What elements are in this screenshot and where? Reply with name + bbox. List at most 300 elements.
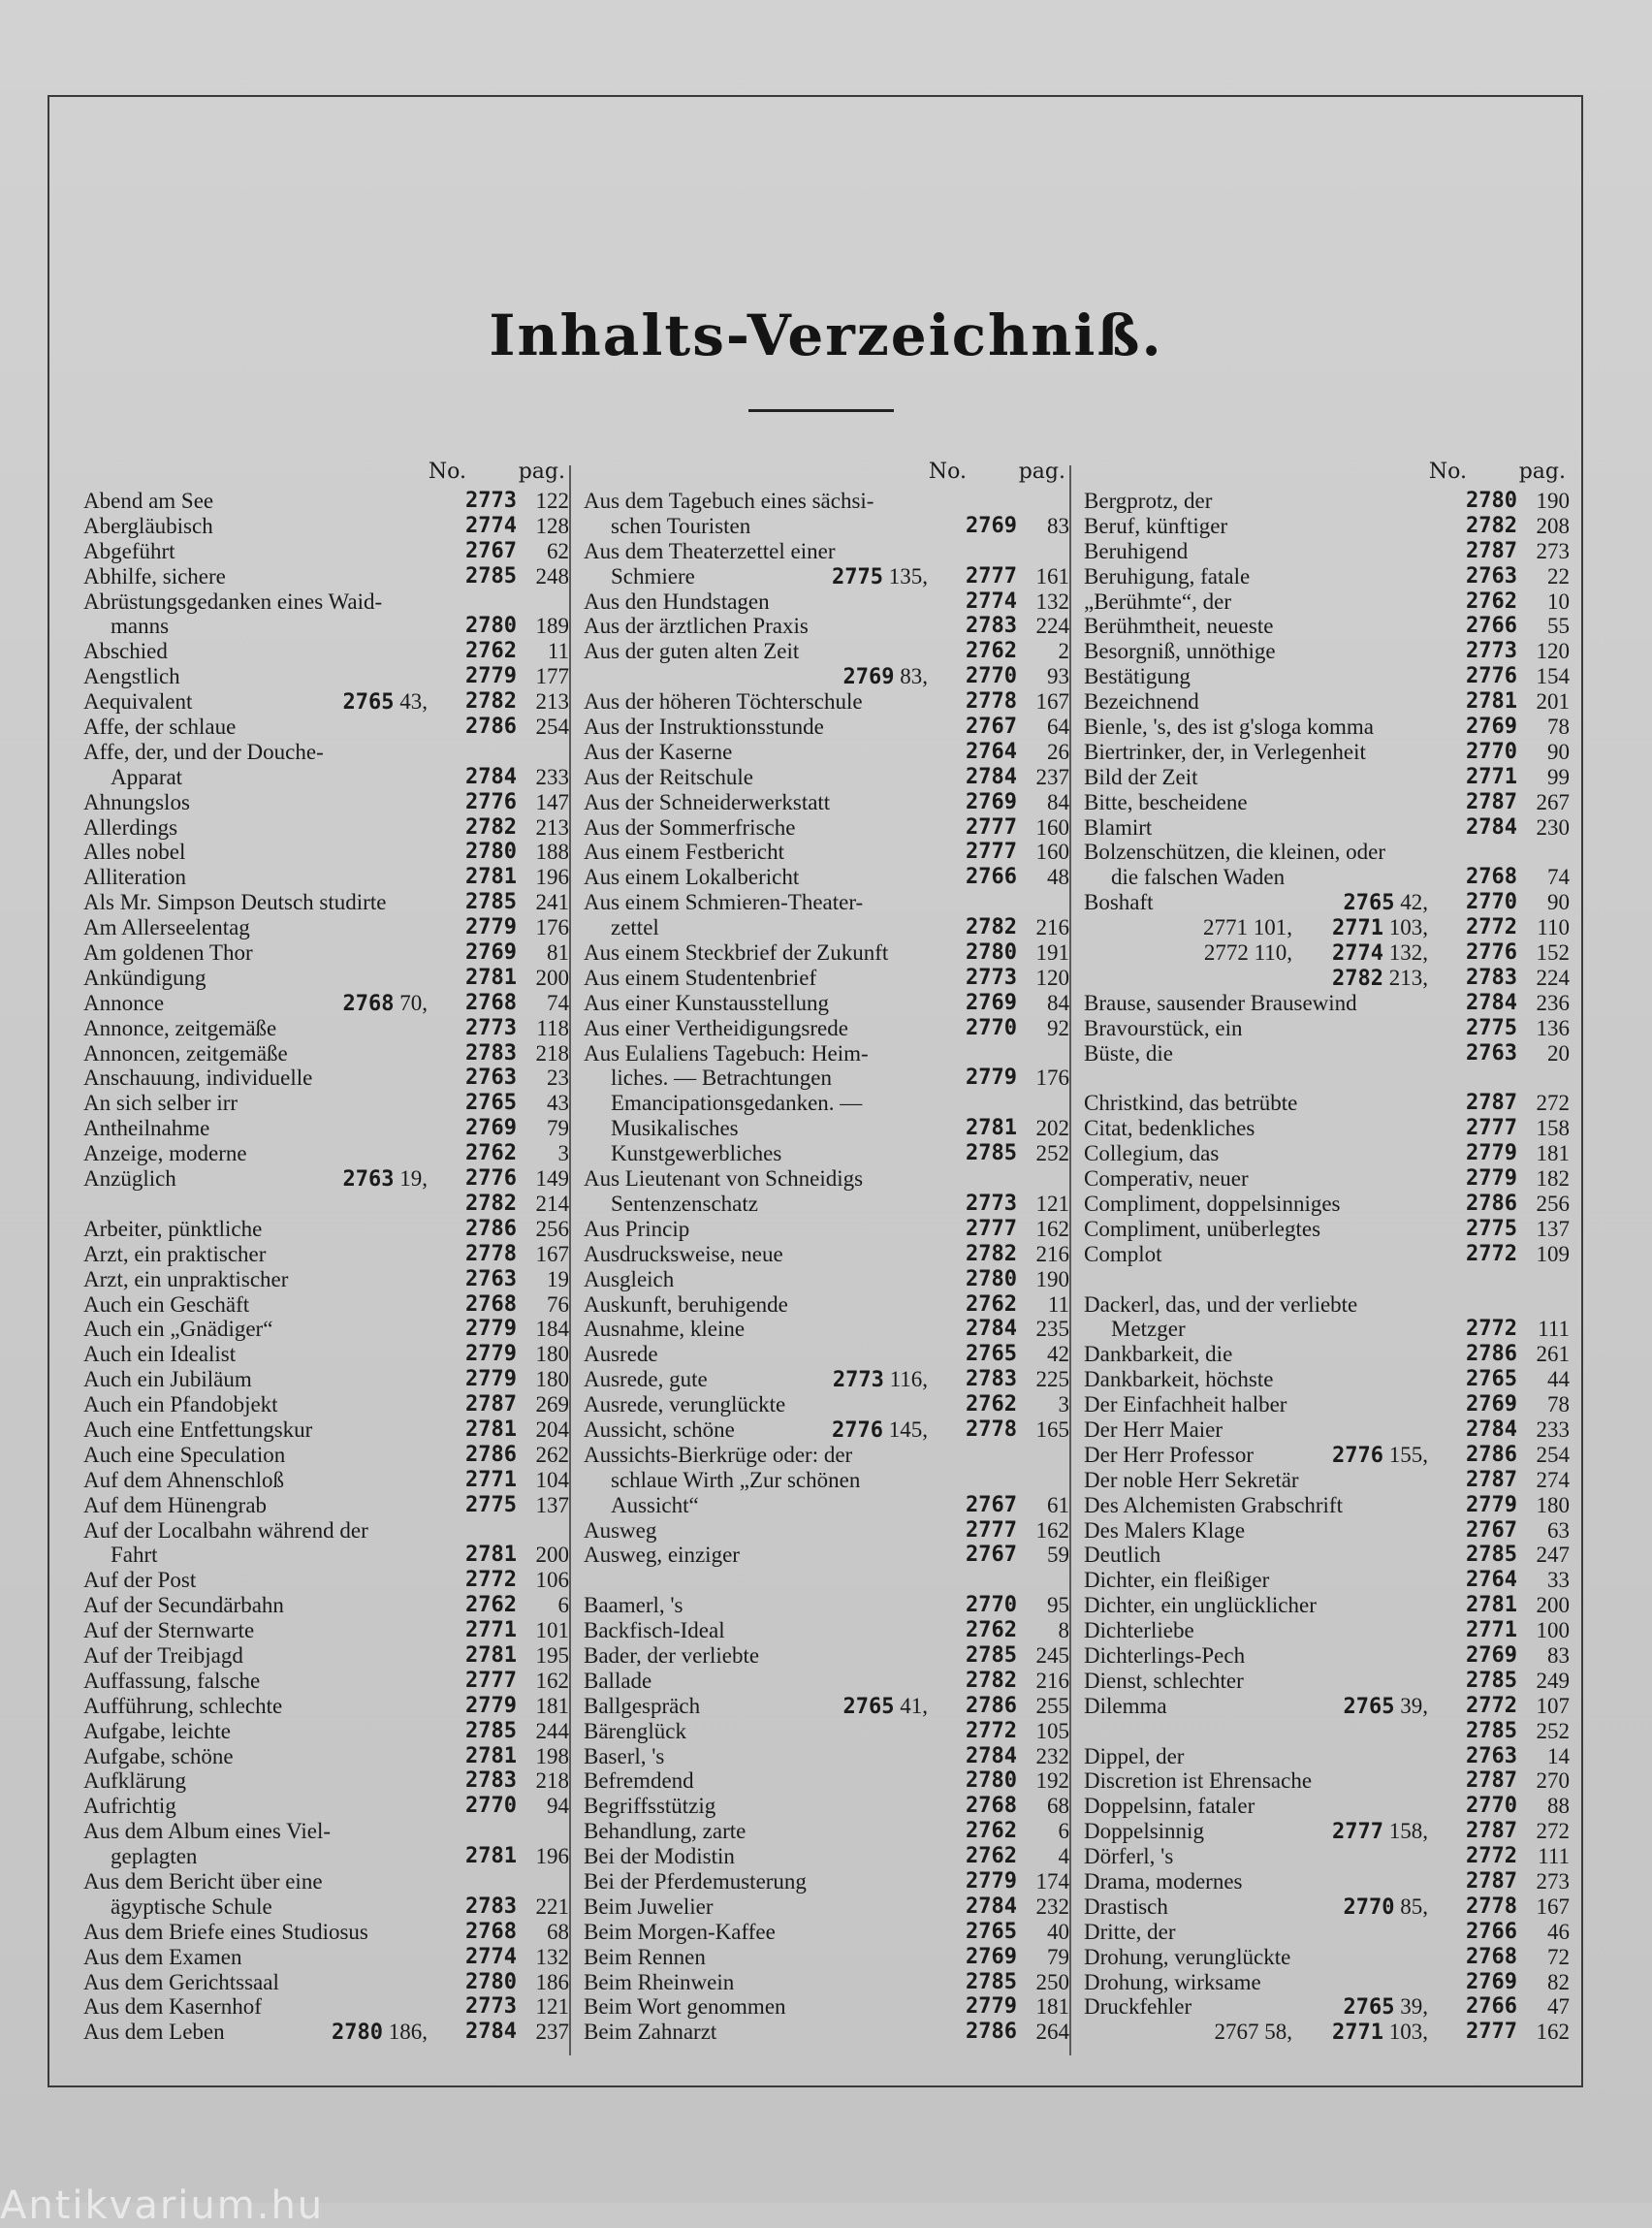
entry-extra-no: 2765 bbox=[1343, 891, 1395, 916]
entry-extra-no: 2780 bbox=[332, 2021, 383, 2046]
index-entry bbox=[83, 1920, 573, 1945]
entry-title: Auch eine Speculation bbox=[83, 1442, 286, 1467]
entry-number: 2786 bbox=[465, 1216, 517, 1241]
entry-extra-pag: 186, bbox=[383, 2020, 428, 2045]
index-entry bbox=[1084, 1618, 1573, 1643]
entry-page: 188 bbox=[535, 840, 569, 865]
entry-page: 190 bbox=[1536, 489, 1570, 513]
entry-page: 10 bbox=[1547, 589, 1570, 614]
entry-extra-no: 2777 bbox=[1332, 1820, 1383, 1845]
entry-page: 84 bbox=[1047, 789, 1069, 814]
index-entry bbox=[83, 1719, 573, 1744]
entry-extra-no: 2763 bbox=[342, 1167, 395, 1193]
entry-title: Als Mr. Simpson Deutsch studirte bbox=[83, 890, 387, 915]
index-entry bbox=[1084, 966, 1573, 991]
entry-extra-ref bbox=[1344, 1694, 1428, 1720]
index-entry bbox=[584, 1417, 1073, 1443]
entry-title: schlaue Wirth „Zur schönen bbox=[611, 1467, 861, 1492]
entry-number: 2781 bbox=[1466, 689, 1517, 715]
entry-number: 2779 bbox=[465, 664, 517, 689]
watermark: Antikvarium.hu bbox=[0, 2183, 325, 2228]
entry-number: 2779 bbox=[465, 915, 517, 940]
index-entry bbox=[1084, 589, 1573, 615]
entry-title: geplagten bbox=[111, 1844, 198, 1869]
entry-page: 267 bbox=[1536, 789, 1570, 814]
entry-number: 2775 bbox=[1466, 1216, 1517, 1241]
entry-page: 19 bbox=[547, 1266, 569, 1291]
index-entry bbox=[83, 1417, 573, 1443]
entry-extra-ref bbox=[843, 1694, 928, 1720]
index-entry bbox=[584, 1994, 1073, 2020]
entry-number: 2785 bbox=[465, 563, 517, 589]
entry-number: 2762 bbox=[1466, 589, 1517, 614]
index-column-1 bbox=[83, 456, 573, 2045]
entry-title: die falschen Waden bbox=[1111, 865, 1286, 890]
entry-page: 68 bbox=[547, 1919, 569, 1944]
entry-title: Druckfehler bbox=[1084, 1994, 1192, 2020]
entry-number: 2769 bbox=[966, 1944, 1017, 1969]
entry-number: 2785 bbox=[966, 1141, 1017, 1166]
entry-title: Büste, die bbox=[1084, 1040, 1173, 1066]
index-entry bbox=[83, 1141, 573, 1166]
index-entry bbox=[83, 1543, 573, 1568]
entry-title: Ballgespräch bbox=[584, 1693, 701, 1718]
entry-page: 256 bbox=[1536, 1191, 1570, 1216]
index-entry bbox=[584, 1744, 1073, 1769]
entry-page: 165 bbox=[1035, 1416, 1069, 1442]
entry-title: Aus den Hundstagen bbox=[584, 589, 770, 614]
entry-title: Metzger bbox=[1111, 1317, 1186, 1342]
entry-page: 264 bbox=[1035, 2020, 1069, 2045]
index-entry bbox=[1084, 1844, 1573, 1869]
entry-number: 2784 bbox=[1466, 990, 1517, 1015]
index-entry bbox=[584, 1643, 1073, 1669]
index-entry bbox=[584, 890, 1073, 915]
entry-page: 137 bbox=[1536, 1216, 1570, 1241]
entry-extra-pag: 41, bbox=[894, 1693, 928, 1718]
entry-number: 2767 bbox=[966, 715, 1017, 740]
entry-number: 2785 bbox=[966, 1969, 1017, 1994]
entry-title: Bestätigung bbox=[1084, 664, 1191, 689]
entry-page: 74 bbox=[1547, 865, 1570, 890]
entry-page: 254 bbox=[535, 715, 569, 740]
index-entry bbox=[83, 539, 573, 564]
entry-title: Auf dem Hünengrab bbox=[83, 1492, 268, 1517]
index-entry bbox=[1084, 790, 1573, 815]
entry-page: 84 bbox=[1047, 990, 1069, 1015]
entry-number: 2779 bbox=[966, 1066, 1017, 1091]
entry-page: 241 bbox=[535, 890, 569, 915]
index-entry bbox=[584, 1041, 1073, 1066]
entry-number: 2762 bbox=[966, 1819, 1017, 1844]
index-entry bbox=[1084, 1166, 1573, 1192]
entry-page: 255 bbox=[1035, 1693, 1069, 1718]
entry-page: 79 bbox=[547, 1116, 569, 1141]
entry-title: Aus der ärztlichen Praxis bbox=[584, 614, 809, 639]
entry-number: 2786 bbox=[966, 2020, 1017, 2045]
entry-extra-no: 2765 bbox=[1343, 1995, 1395, 2021]
entry-title: Blamirt bbox=[1084, 814, 1153, 840]
index-entry bbox=[83, 1593, 573, 1618]
index-column-3 bbox=[1084, 456, 1573, 2045]
entry-page: 216 bbox=[1035, 915, 1069, 940]
entry-title: Musikalisches bbox=[611, 1116, 739, 1141]
entry-title: Aengstlich bbox=[83, 664, 180, 689]
entry-page: 152 bbox=[1536, 940, 1570, 966]
entry-title: Bei der Pferdemusterung bbox=[584, 1868, 807, 1894]
entry-number: 2787 bbox=[465, 1392, 517, 1417]
entry-number: 2768 bbox=[1466, 865, 1517, 890]
index-entry bbox=[83, 1267, 573, 1292]
entry-title: Ausweg, einziger bbox=[584, 1543, 740, 1568]
entry-title: Ausrede bbox=[584, 1342, 658, 1367]
index-entry bbox=[584, 639, 1073, 664]
entry-extra-pag: 103, bbox=[1383, 2020, 1428, 2045]
entry-number: 2780 bbox=[465, 840, 517, 865]
index-entry bbox=[83, 1041, 573, 1066]
entry-title: Aus einem Steckbrief der Zukunft bbox=[584, 940, 889, 966]
entry-number: 2769 bbox=[465, 940, 517, 966]
index-entry bbox=[1084, 1593, 1573, 1618]
entry-title: Dackerl, das, und der verliebte bbox=[1084, 1291, 1358, 1317]
index-entry bbox=[83, 1794, 573, 1819]
entry-title: Annonce bbox=[83, 990, 165, 1015]
entry-number: 2781 bbox=[966, 1116, 1017, 1141]
entry-title: Dichter, ein fleißiger bbox=[1084, 1568, 1270, 1593]
entry-number: 2784 bbox=[966, 1317, 1017, 1342]
entry-page: 158 bbox=[1536, 1116, 1570, 1141]
entry-title: Des Malers Klage bbox=[1084, 1517, 1246, 1543]
entry-title: Auch ein Idealist bbox=[83, 1342, 237, 1367]
entry-title: Bader, der verliebte bbox=[584, 1642, 760, 1668]
index-entry bbox=[1084, 1819, 1573, 1844]
entry-extra-pag: 213, bbox=[1383, 965, 1428, 990]
entry-page: 160 bbox=[1035, 814, 1069, 840]
index-entry bbox=[83, 740, 573, 765]
entry-number: 2777 bbox=[966, 1517, 1017, 1543]
index-entry bbox=[1084, 689, 1573, 715]
index-entry bbox=[83, 614, 573, 639]
entry-title: Abrüstungsgedanken eines Waid- bbox=[83, 589, 383, 614]
entry-title: Ausweg bbox=[584, 1517, 657, 1543]
index-entry bbox=[1084, 1217, 1573, 1242]
entry-title: Ausnahme, kleine bbox=[584, 1317, 746, 1342]
entry-extra-ref bbox=[343, 1166, 428, 1193]
entry-extra-no: 2775 bbox=[832, 564, 883, 589]
index-entry bbox=[83, 1317, 573, 1342]
entry-page: 232 bbox=[1035, 1894, 1069, 1919]
column-header bbox=[1084, 456, 1573, 489]
entry-title: Allerdings bbox=[83, 814, 178, 840]
entry-page: 162 bbox=[1035, 1517, 1069, 1543]
entry-number: 2781 bbox=[465, 1543, 517, 1568]
entry-number: 2779 bbox=[1466, 1166, 1517, 1192]
entry-title: Bitte, bescheidene bbox=[1084, 789, 1248, 814]
entry-number: 2779 bbox=[465, 1367, 517, 1392]
entry-extra-no: 2776 bbox=[1332, 1443, 1383, 1468]
entry-number: 2785 bbox=[1466, 1668, 1517, 1693]
entry-title: Aus dem Tagebuch eines sächsi- bbox=[584, 489, 874, 513]
entry-page: 137 bbox=[535, 1492, 569, 1517]
entry-title: Aus dem Theaterzettel einer bbox=[584, 538, 836, 563]
entry-extra-ref bbox=[1344, 1894, 1428, 1921]
entry-number: 2779 bbox=[465, 1342, 517, 1367]
index-entry bbox=[1084, 1417, 1573, 1443]
entry-page: 121 bbox=[1035, 1191, 1069, 1216]
entry-title: Aus dem Gerichtssaal bbox=[83, 1969, 279, 1994]
index-entry bbox=[1084, 1543, 1573, 1568]
entry-number: 2772 bbox=[1466, 1241, 1517, 1266]
entry-number: 2786 bbox=[1466, 1342, 1517, 1367]
entry-title: Ankündigung bbox=[83, 965, 206, 990]
index-entry bbox=[83, 1116, 573, 1141]
entry-number: 2771 bbox=[465, 1618, 517, 1643]
header-no: No. bbox=[1428, 460, 1467, 484]
entry-title: Auffassung, falsche bbox=[83, 1668, 261, 1693]
entry-page: 106 bbox=[535, 1568, 569, 1593]
entry-page: 63 bbox=[1547, 1517, 1570, 1543]
page-title: Inhalts-Verzeichniß. bbox=[489, 302, 1163, 368]
entry-page: 42 bbox=[1047, 1342, 1069, 1367]
entry-title: Aequivalent bbox=[83, 689, 193, 715]
entry-title: Auf der Secundärbahn bbox=[83, 1593, 284, 1618]
entry-title: Complot bbox=[1084, 1241, 1162, 1266]
entry-extra-pag: 145, bbox=[883, 1416, 928, 1442]
entry-extra-pag: 70, bbox=[394, 990, 428, 1015]
index-entry bbox=[83, 1016, 573, 1041]
entry-title: Auf dem Ahnenschloß bbox=[83, 1467, 284, 1492]
index-entry bbox=[584, 1116, 1073, 1141]
index-entry bbox=[584, 1141, 1073, 1166]
entry-title: Baamerl, 's bbox=[584, 1593, 683, 1618]
entry-title: Aus dem Briefe eines Studiosus bbox=[83, 1919, 368, 1944]
entry-number: 2785 bbox=[465, 1718, 517, 1743]
entry-number: 2766 bbox=[966, 865, 1017, 890]
entry-number: 2780 bbox=[465, 1969, 517, 1994]
entry-page: 61 bbox=[1047, 1492, 1069, 1517]
entry-title: Arzt, ein unpraktischer bbox=[83, 1266, 289, 1291]
entry-number: 2764 bbox=[966, 739, 1017, 764]
entry-title: Der Herr Maier bbox=[1084, 1416, 1223, 1442]
entry-number: 2781 bbox=[465, 965, 517, 990]
entry-page: 20 bbox=[1547, 1040, 1570, 1066]
entry-title: ägyptische Schule bbox=[111, 1894, 272, 1919]
entry-number: 2782 bbox=[966, 1241, 1017, 1266]
index-entry bbox=[1084, 740, 1573, 765]
entry-title: Beim Morgen-Kaffee bbox=[584, 1919, 776, 1944]
entry-number: 2773 bbox=[1466, 639, 1517, 664]
entry-page: 195 bbox=[535, 1642, 569, 1668]
entry-extra-no: 2765 bbox=[342, 690, 395, 716]
index-entry bbox=[584, 1166, 1073, 1192]
entry-number: 2762 bbox=[465, 639, 517, 664]
entry-page: 82 bbox=[1547, 1969, 1570, 1994]
entry-page: 196 bbox=[535, 1844, 569, 1869]
entry-page: 48 bbox=[1047, 865, 1069, 890]
entry-page: 176 bbox=[535, 915, 569, 940]
entry-number: 2762 bbox=[966, 1618, 1017, 1643]
entry-page: 176 bbox=[1035, 1066, 1069, 1091]
entry-number: 2773 bbox=[966, 1191, 1017, 1216]
entry-number: 2768 bbox=[465, 990, 517, 1015]
entry-number: 2781 bbox=[465, 1743, 517, 1768]
entry-number: 2773 bbox=[465, 1015, 517, 1040]
entry-number: 2774 bbox=[465, 513, 517, 538]
index-entry bbox=[83, 991, 573, 1016]
entry-extra-ref bbox=[832, 564, 928, 590]
entry-number: 2779 bbox=[966, 1868, 1017, 1894]
index-entry bbox=[83, 840, 573, 865]
entry-extra-ref bbox=[843, 664, 928, 690]
index-entry bbox=[584, 865, 1073, 890]
entry-title: Dippel, der bbox=[1084, 1743, 1185, 1768]
entry-title: Boshaft bbox=[1084, 890, 1154, 915]
entry-number: 2774 bbox=[465, 1944, 517, 1969]
entry-number: 2784 bbox=[966, 1894, 1017, 1919]
entry-title: Drastisch bbox=[1084, 1894, 1168, 1919]
entry-prefix-ref: 2771 101, bbox=[1203, 915, 1292, 940]
entry-number: 2785 bbox=[1466, 1718, 1517, 1743]
entry-page: 245 bbox=[1035, 1642, 1069, 1668]
index-entry bbox=[584, 1468, 1073, 1493]
index-entry bbox=[584, 1192, 1073, 1217]
entry-title: Abergläubisch bbox=[83, 513, 213, 538]
entry-page: 182 bbox=[1536, 1166, 1570, 1192]
entry-number: 2786 bbox=[465, 1442, 517, 1467]
entry-page: 90 bbox=[1547, 739, 1570, 764]
index-entry bbox=[83, 1970, 573, 1995]
entry-number: 2776 bbox=[465, 789, 517, 814]
index-entry bbox=[584, 1894, 1073, 1920]
index-entry bbox=[1084, 1643, 1573, 1669]
entry-title: Beim Rheinwein bbox=[584, 1969, 735, 1994]
entry-title: Bravourstück, ein bbox=[1084, 1015, 1243, 1040]
entry-title: Annoncen, zeitgemäße bbox=[83, 1040, 288, 1066]
index-entry bbox=[83, 915, 573, 940]
entry-title: Aus einem Festbericht bbox=[584, 840, 784, 865]
index-entry bbox=[83, 589, 573, 615]
entry-extra-no: 2765 bbox=[842, 1694, 895, 1719]
entry-page: 181 bbox=[1035, 1994, 1069, 2020]
entry-title: Abschied bbox=[83, 639, 168, 664]
entry-number: 2764 bbox=[1466, 1568, 1517, 1593]
entry-page: 40 bbox=[1047, 1919, 1069, 1944]
index-entry bbox=[1084, 1141, 1573, 1166]
entry-number: 2772 bbox=[1466, 915, 1517, 940]
entry-extra-ref bbox=[1332, 940, 1428, 967]
entry-page: 177 bbox=[535, 664, 569, 689]
entry-page: 47 bbox=[1547, 1994, 1570, 2020]
entry-number: 2787 bbox=[1466, 1868, 1517, 1894]
entry-number: 2782 bbox=[966, 915, 1017, 940]
entry-title: Abgeführt bbox=[83, 538, 175, 563]
entry-extra-no: 2771 bbox=[1332, 916, 1383, 941]
index-entry bbox=[1084, 840, 1573, 865]
index-entry bbox=[83, 1869, 573, 1894]
index-entry bbox=[83, 1292, 573, 1318]
entry-page: 59 bbox=[1047, 1543, 1069, 1568]
entry-title: Aus dem Bericht über eine bbox=[83, 1868, 323, 1894]
entry-number: 2784 bbox=[1466, 814, 1517, 840]
entry-title: Aus der Kaserne bbox=[584, 739, 733, 764]
entry-page: 2 bbox=[1058, 639, 1069, 664]
entry-extra-pag: 39, bbox=[1394, 1693, 1428, 1718]
entry-extra-ref bbox=[1332, 1819, 1428, 1845]
entry-page: 167 bbox=[1536, 1894, 1570, 1919]
entry-title: Ausgleich bbox=[584, 1266, 675, 1291]
entry-page: 3 bbox=[557, 1141, 569, 1166]
entry-title: Dankbarkeit, höchste bbox=[1084, 1367, 1274, 1392]
entry-page: 111 bbox=[1538, 1844, 1570, 1869]
entry-page: 162 bbox=[1536, 2020, 1570, 2045]
index-entry bbox=[1084, 614, 1573, 639]
entry-number: 2783 bbox=[1466, 965, 1517, 990]
entry-page: 218 bbox=[535, 1040, 569, 1066]
entry-page: 262 bbox=[535, 1442, 569, 1467]
entry-page: 272 bbox=[1536, 1819, 1570, 1844]
entry-page: 44 bbox=[1547, 1367, 1570, 1392]
index-entry bbox=[1084, 890, 1573, 915]
entry-page: 250 bbox=[1035, 1969, 1069, 1994]
entry-number: 2780 bbox=[966, 940, 1017, 966]
entry-page: 208 bbox=[1536, 513, 1570, 538]
index-entry bbox=[584, 2020, 1073, 2045]
index-entry bbox=[1084, 1066, 1573, 1091]
entry-extra-ref bbox=[832, 1417, 928, 1444]
index-entry bbox=[83, 1443, 573, 1468]
entry-page: 149 bbox=[535, 1166, 569, 1192]
index-entry bbox=[83, 564, 573, 589]
index-entry bbox=[1084, 1794, 1573, 1819]
entry-extra-no: 2774 bbox=[1332, 941, 1383, 967]
entry-page: 94 bbox=[547, 1794, 569, 1819]
entry-number: 2782 bbox=[465, 1191, 517, 1216]
entry-page: 174 bbox=[1035, 1868, 1069, 1894]
entry-number: 2782 bbox=[966, 1668, 1017, 1693]
entry-number: 2779 bbox=[966, 1994, 1017, 2020]
index-entry bbox=[83, 966, 573, 991]
index-entry bbox=[1084, 1894, 1573, 1920]
entry-page: 272 bbox=[1536, 1091, 1570, 1116]
entry-page: 200 bbox=[535, 1543, 569, 1568]
entry-number: 2763 bbox=[465, 1266, 517, 1291]
index-entry bbox=[584, 840, 1073, 865]
entry-number: 2782 bbox=[465, 814, 517, 840]
index-entry bbox=[584, 614, 1073, 639]
entry-title: Aus Lieutenant von Schneidigs bbox=[584, 1166, 864, 1192]
index-entry bbox=[584, 1768, 1073, 1794]
index-entry bbox=[584, 1066, 1073, 1091]
index-entry bbox=[584, 564, 1073, 589]
entry-title: Doppelsinn, fataler bbox=[1084, 1794, 1255, 1819]
index-entry bbox=[83, 1192, 573, 1217]
entry-number: 2769 bbox=[966, 990, 1017, 1015]
entry-number: 2780 bbox=[966, 1768, 1017, 1794]
index-entry bbox=[83, 1643, 573, 1669]
entry-extra-no: 2782 bbox=[1332, 966, 1383, 991]
index-entry bbox=[83, 1669, 573, 1694]
index-entry bbox=[83, 1518, 573, 1544]
entry-number: 2786 bbox=[1466, 1442, 1517, 1467]
index-entry bbox=[584, 1493, 1073, 1518]
entry-page: 120 bbox=[1035, 965, 1069, 990]
entry-title: Auch eine Entfettungskur bbox=[83, 1416, 313, 1442]
entry-title: Arbeiter, pünktliche bbox=[83, 1216, 263, 1241]
entry-extra-ref bbox=[1344, 890, 1428, 916]
entry-page: 76 bbox=[547, 1291, 569, 1317]
entry-number: 2762 bbox=[966, 1844, 1017, 1869]
entry-page: 147 bbox=[535, 789, 569, 814]
